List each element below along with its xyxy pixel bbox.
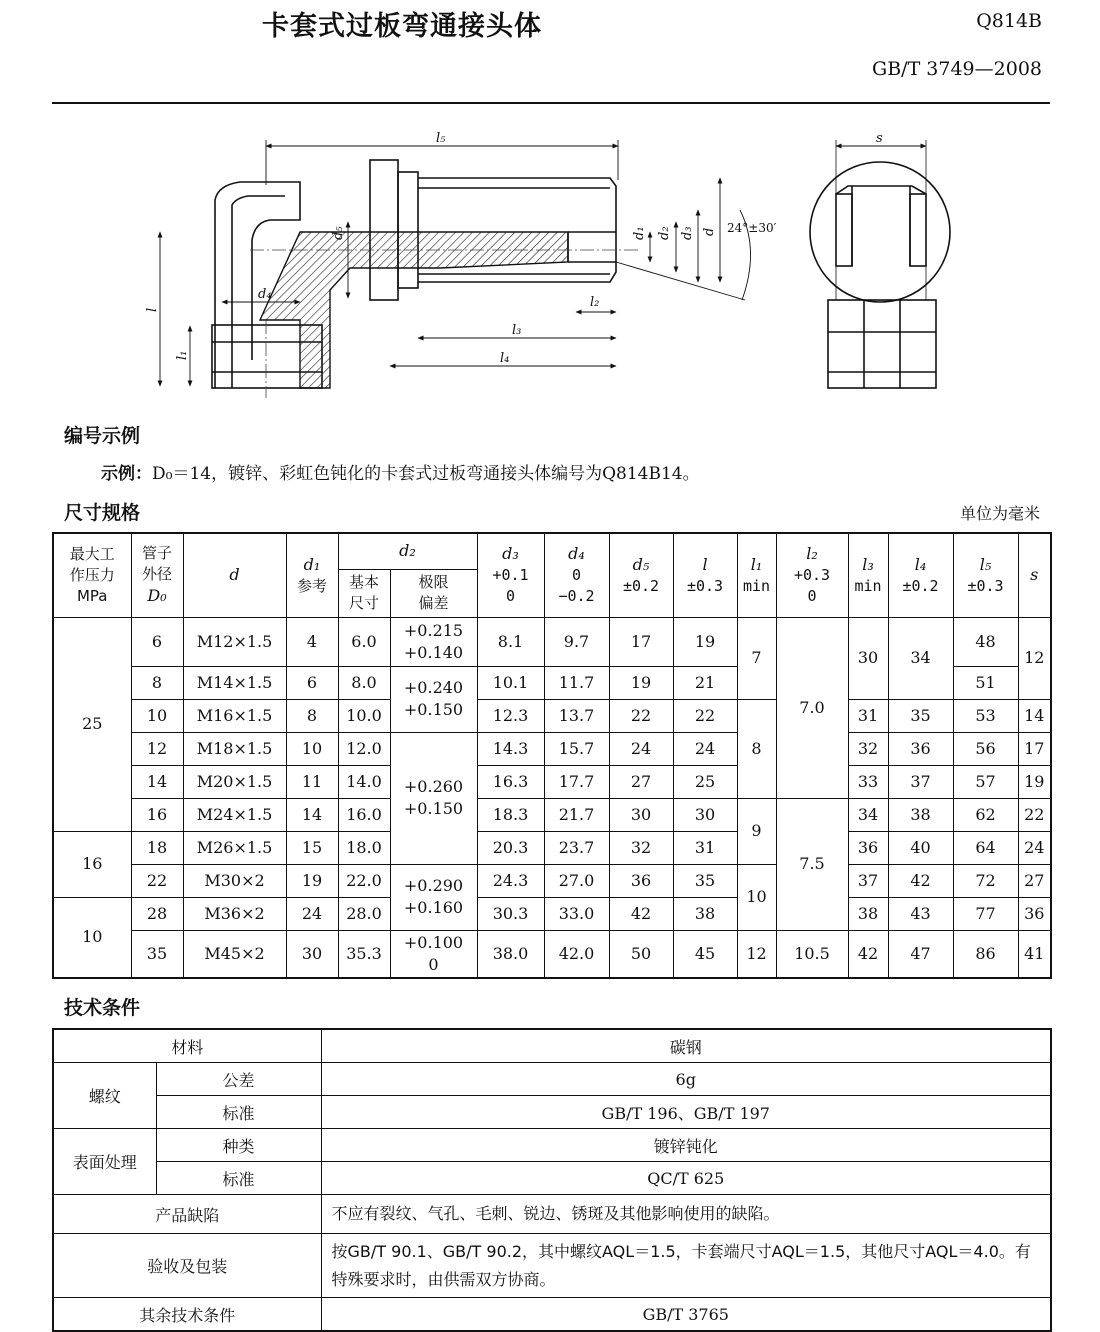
cell-d3: 16.3 xyxy=(477,765,544,798)
cell-l3: 31 xyxy=(848,699,888,732)
cell-l3: 30 xyxy=(848,617,888,699)
example-text xyxy=(101,459,700,484)
cell-d: M45×2 xyxy=(183,930,286,978)
cell-l3: 38 xyxy=(848,897,888,930)
cell-l: 22 xyxy=(673,699,737,732)
cell-d3: 8.1 xyxy=(477,617,544,666)
cell-d2-basic: 22.0 xyxy=(338,864,390,897)
cell-d4: 42.0 xyxy=(544,930,609,978)
header-pressure: 最大工 作压力 MPa xyxy=(53,533,131,617)
cell-l: 21 xyxy=(673,666,737,699)
cell-l4: 36 xyxy=(888,732,953,765)
cell-l: 30 xyxy=(673,798,737,831)
label-s: s xyxy=(876,131,883,146)
cell-l: 25 xyxy=(673,765,737,798)
cell-d5: 22 xyxy=(609,699,673,732)
cell-other-value: GB/T 3765 xyxy=(321,1298,1051,1332)
unit-note: 单位为毫米 xyxy=(959,504,1040,523)
cell-d: M16×1.5 xyxy=(183,699,286,732)
cell-surface-label: 表面处理 xyxy=(53,1129,156,1195)
cell-d2-basic: 28.0 xyxy=(338,897,390,930)
cell-l3: 33 xyxy=(848,765,888,798)
cell-d: M24×1.5 xyxy=(183,798,286,831)
cell-s: 36 xyxy=(1018,897,1051,930)
cell-thread-label: 螺纹 xyxy=(53,1063,156,1129)
cell-l4: 38 xyxy=(888,798,953,831)
cell-d5: 50 xyxy=(609,930,673,978)
cell-tolerance-label: 公差 xyxy=(156,1063,321,1096)
header-l1: l₁ min xyxy=(737,533,776,617)
cell-l3: 32 xyxy=(848,732,888,765)
table-row xyxy=(53,765,1051,798)
cell-d4: 23.7 xyxy=(544,831,609,864)
table-row xyxy=(53,930,1051,978)
cell-d4: 15.7 xyxy=(544,732,609,765)
cell-surface-std-label: 标准 xyxy=(156,1162,321,1195)
cell-pressure: 10 xyxy=(53,897,131,978)
cell-d: M18×1.5 xyxy=(183,732,286,765)
cell-d4: 13.7 xyxy=(544,699,609,732)
cell-d1: 8 xyxy=(286,699,338,732)
cell-acceptance-label: 验收及包装 xyxy=(53,1234,321,1298)
label-l2: l₂ xyxy=(590,295,600,310)
cell-d2-basic: 35.3 xyxy=(338,930,390,978)
label-l5: l₅ xyxy=(436,131,446,146)
header-d3: d₃ +0.1 0 xyxy=(477,533,544,617)
cell-d2-basic: 8.0 xyxy=(338,666,390,699)
cell-D0: 8 xyxy=(131,666,183,699)
header-d2-basic: 基本 尺寸 xyxy=(338,569,390,617)
cell-l4: 37 xyxy=(888,765,953,798)
cell-l5: 48 xyxy=(953,617,1018,666)
table-row xyxy=(53,617,1051,666)
standard-number: GB/T 3749—2008 xyxy=(872,58,1042,80)
cell-d2-basic: 6.0 xyxy=(338,617,390,666)
header-d5: d₅ ±0.2 xyxy=(609,533,673,617)
cell-d3: 10.1 xyxy=(477,666,544,699)
cell-d3: 14.3 xyxy=(477,732,544,765)
cell-d4: 21.7 xyxy=(544,798,609,831)
cell-l3: 34 xyxy=(848,798,888,831)
cell-d5: 36 xyxy=(609,864,673,897)
cell-d1: 24 xyxy=(286,897,338,930)
cell-D0: 18 xyxy=(131,831,183,864)
cell-d4: 17.7 xyxy=(544,765,609,798)
cell-d: M36×2 xyxy=(183,897,286,930)
table-row xyxy=(53,798,1051,831)
header-d2: d₂ xyxy=(338,533,477,569)
cell-s: 27 xyxy=(1018,864,1051,897)
cell-d2-basic: 12.0 xyxy=(338,732,390,765)
label-d: d xyxy=(702,227,717,236)
table-row xyxy=(53,1129,1051,1162)
cell-D0: 22 xyxy=(131,864,183,897)
cell-d5: 32 xyxy=(609,831,673,864)
header-l3: l₃ min xyxy=(848,533,888,617)
cell-d5: 30 xyxy=(609,798,673,831)
cell-s: 17 xyxy=(1018,732,1051,765)
cell-D0: 28 xyxy=(131,897,183,930)
cell-l5: 57 xyxy=(953,765,1018,798)
product-code: Q814B xyxy=(976,10,1042,32)
cell-d5: 24 xyxy=(609,732,673,765)
cell-s: 19 xyxy=(1018,765,1051,798)
technical-drawing xyxy=(140,118,980,404)
header-tube-od: 管子 外径 D₀ xyxy=(131,533,183,617)
cell-d2-dev: +0.290 +0.160 xyxy=(390,864,477,930)
cell-l4: 35 xyxy=(888,699,953,732)
cell-l5: 56 xyxy=(953,732,1018,765)
cell-s: 14 xyxy=(1018,699,1051,732)
cell-d: M20×1.5 xyxy=(183,765,286,798)
cell-d3: 18.3 xyxy=(477,798,544,831)
cell-l3: 37 xyxy=(848,864,888,897)
cell-d2-basic: 16.0 xyxy=(338,798,390,831)
cell-d1: 11 xyxy=(286,765,338,798)
table-row xyxy=(53,897,1051,930)
label-d4: d₄ xyxy=(258,287,272,302)
cell-l1: 12 xyxy=(737,930,776,978)
cell-d2-basic: 10.0 xyxy=(338,699,390,732)
cell-s: 12 xyxy=(1018,617,1051,699)
cell-l5: 72 xyxy=(953,864,1018,897)
cell-d5: 27 xyxy=(609,765,673,798)
cell-d5: 17 xyxy=(609,617,673,666)
cell-l4: 47 xyxy=(888,930,953,978)
cell-d1: 4 xyxy=(286,617,338,666)
cell-l4: 40 xyxy=(888,831,953,864)
table-row xyxy=(53,699,1051,732)
header-l2: l₂ +0.3 0 xyxy=(776,533,848,617)
label-l4: l₄ xyxy=(500,351,510,366)
cell-l: 45 xyxy=(673,930,737,978)
cell-s: 41 xyxy=(1018,930,1051,978)
cell-d4: 9.7 xyxy=(544,617,609,666)
table-row xyxy=(53,864,1051,897)
cell-l5: 64 xyxy=(953,831,1018,864)
cell-d: M12×1.5 xyxy=(183,617,286,666)
cell-defects-value: 不应有裂纹、气孔、毛刺、锐边、锈斑及其他影响使用的缺陷。 xyxy=(321,1195,1051,1234)
label-d3: d₃ xyxy=(680,226,695,240)
cell-D0: 14 xyxy=(131,765,183,798)
cell-l: 38 xyxy=(673,897,737,930)
label-d1: d₁ xyxy=(632,226,647,240)
cell-s: 22 xyxy=(1018,798,1051,831)
header-d1: d₁ 参考 xyxy=(286,533,338,617)
cell-d1: 30 xyxy=(286,930,338,978)
cell-l5: 53 xyxy=(953,699,1018,732)
label-d5: d₅ xyxy=(331,226,346,240)
cell-D0: 12 xyxy=(131,732,183,765)
cell-d2-dev: +0.100 0 xyxy=(390,930,477,978)
cell-defects-label: 产品缺陷 xyxy=(53,1195,321,1234)
cell-d3: 12.3 xyxy=(477,699,544,732)
table-row xyxy=(53,1195,1051,1234)
cell-surface-std-value: QC/T 625 xyxy=(321,1162,1051,1195)
cell-type-label: 种类 xyxy=(156,1129,321,1162)
cell-D0: 6 xyxy=(131,617,183,666)
label-l3: l₃ xyxy=(512,323,522,338)
table-row xyxy=(53,1162,1051,1195)
cell-thread-std-label: 标准 xyxy=(156,1096,321,1129)
cell-l5: 77 xyxy=(953,897,1018,930)
cell-l5: 51 xyxy=(953,666,1018,699)
cell-d2-basic: 18.0 xyxy=(338,831,390,864)
section-hatch xyxy=(260,232,568,388)
cell-tolerance-value: 6g xyxy=(321,1063,1051,1096)
table-row xyxy=(53,732,1051,765)
table-row xyxy=(53,1096,1051,1129)
dimension-table xyxy=(52,532,1052,979)
cell-l1: 10 xyxy=(737,864,776,930)
cell-d3: 38.0 xyxy=(477,930,544,978)
header-l4: l₄ ±0.2 xyxy=(888,533,953,617)
table-row xyxy=(53,831,1051,864)
cell-l2: 10.5 xyxy=(776,930,848,978)
cell-material-value: 碳钢 xyxy=(321,1029,1051,1063)
table-row xyxy=(53,1063,1051,1096)
cell-d1: 19 xyxy=(286,864,338,897)
cell-d4: 33.0 xyxy=(544,897,609,930)
cell-other-label: 其余技术条件 xyxy=(53,1298,321,1332)
cell-pressure: 16 xyxy=(53,831,131,897)
example-content: D₀＝14，镀锌、彩虹色钝化的卡套式过板弯通接头体编号为Q814B14。 xyxy=(152,464,700,484)
cell-d3: 24.3 xyxy=(477,864,544,897)
cell-d: M14×1.5 xyxy=(183,666,286,699)
cell-l4: 42 xyxy=(888,864,953,897)
header-s: s xyxy=(1018,533,1051,617)
cell-l1: 7 xyxy=(737,617,776,699)
cell-d4: 11.7 xyxy=(544,666,609,699)
cell-d1: 14 xyxy=(286,798,338,831)
label-l1: l₁ xyxy=(175,350,190,360)
cell-d3: 30.3 xyxy=(477,897,544,930)
cell-l5: 62 xyxy=(953,798,1018,831)
header-d2-deviation: 极限 偏差 xyxy=(390,569,477,617)
cell-l4: 43 xyxy=(888,897,953,930)
cell-l5: 86 xyxy=(953,930,1018,978)
cell-l4: 34 xyxy=(888,617,953,699)
cell-d2-dev: +0.215 +0.140 xyxy=(390,617,477,666)
header-rule xyxy=(52,102,1050,104)
cell-d1: 15 xyxy=(286,831,338,864)
cell-l: 31 xyxy=(673,831,737,864)
header-l: l ±0.3 xyxy=(673,533,737,617)
cell-l: 24 xyxy=(673,732,737,765)
cell-material-label: 材料 xyxy=(53,1029,321,1063)
cell-d1: 10 xyxy=(286,732,338,765)
header-l5: l₅ ±0.3 xyxy=(953,533,1018,617)
side-view xyxy=(810,140,950,388)
header-d4: d₄ 0 −0.2 xyxy=(544,533,609,617)
cell-d: M26×1.5 xyxy=(183,831,286,864)
header-d: d xyxy=(183,533,286,617)
elbow-body-outline xyxy=(212,160,616,388)
cell-d5: 42 xyxy=(609,897,673,930)
cell-d3: 20.3 xyxy=(477,831,544,864)
cell-d5: 19 xyxy=(609,666,673,699)
label-angle: 24°±30′ xyxy=(727,221,777,235)
cell-d2-basic: 14.0 xyxy=(338,765,390,798)
cell-l3: 36 xyxy=(848,831,888,864)
cell-s: 24 xyxy=(1018,831,1051,864)
cell-thread-std-value: GB/T 196、GB/T 197 xyxy=(321,1096,1051,1129)
section-heading-dimensions: 尺寸规格 xyxy=(64,502,141,524)
cell-d2-dev: +0.260 +0.150 xyxy=(390,732,477,864)
cell-l1: 8 xyxy=(737,699,776,798)
section-heading-example: 编号示例 xyxy=(64,425,141,447)
cell-D0: 16 xyxy=(131,798,183,831)
cell-acceptance-value: 按GB/T 90.1、GB/T 90.2，其中螺纹AQL＝1.5，卡套端尺寸AQL＝1.5，其他尺寸AQL＝4.0。有特殊要求时，由供需双方协商。 xyxy=(321,1234,1051,1298)
cell-type-value: 镀锌钝化 xyxy=(321,1129,1051,1162)
example-label: 示例： xyxy=(101,464,152,484)
cell-D0: 35 xyxy=(131,930,183,978)
cell-l: 19 xyxy=(673,617,737,666)
cell-D0: 10 xyxy=(131,699,183,732)
cell-l: 35 xyxy=(673,864,737,897)
table-row xyxy=(53,1029,1051,1063)
label-d2: d₂ xyxy=(657,226,672,240)
label-l: l xyxy=(145,307,160,312)
cell-l1: 9 xyxy=(737,798,776,864)
cell-d1: 6 xyxy=(286,666,338,699)
section-heading-tech: 技术条件 xyxy=(64,997,141,1019)
table-row xyxy=(53,1234,1051,1298)
cell-l2: 7.5 xyxy=(776,798,848,930)
cell-l2: 7.0 xyxy=(776,617,848,798)
table-row xyxy=(53,1298,1051,1332)
cell-d: M30×2 xyxy=(183,864,286,897)
page-title: 卡套式过板弯通接头体 xyxy=(262,11,542,42)
cell-l3: 42 xyxy=(848,930,888,978)
cell-d4: 27.0 xyxy=(544,864,609,897)
cell-pressure: 25 xyxy=(53,617,131,831)
cell-d2-dev: +0.240 +0.150 xyxy=(390,666,477,732)
tech-conditions-table xyxy=(52,1028,1052,1332)
